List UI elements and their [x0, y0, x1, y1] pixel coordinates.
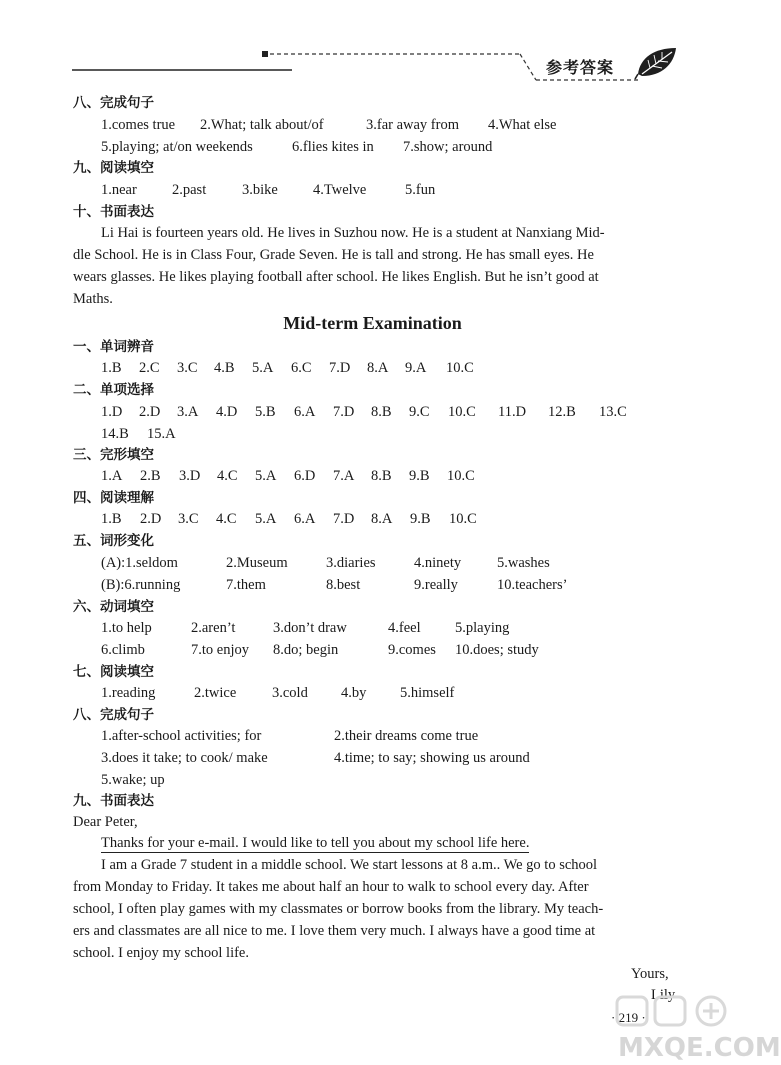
answer-item: 3.cold [272, 685, 308, 701]
answer-item: 7.show; around [403, 139, 493, 155]
answer-item: 15.A [147, 426, 176, 442]
answer-item: 4.time; to say; showing us around [334, 750, 530, 766]
answer-item: 6.A [294, 404, 316, 420]
paragraph-line: school. I enjoy my school life. [73, 945, 249, 961]
answer-item: 10.teachers’ [497, 577, 568, 593]
answer-item: 5.B [255, 404, 276, 420]
answer-item: 2.twice [194, 685, 237, 701]
answer-item: 3.A [177, 404, 199, 420]
answer-item: 8.best [326, 577, 361, 593]
paragraph-line: wears glasses. He likes playing football after school. He likes English. But he isn’t good at [73, 269, 599, 285]
paragraph-line: school, I often play games with my classmates or borrow books from the library. My teach- [73, 901, 604, 917]
answer-item: 6.A [294, 511, 316, 527]
answer-item: 4.C [216, 511, 237, 527]
answer-item: 3.C [177, 360, 198, 376]
answer-item: 5.A [255, 468, 277, 484]
section-heading: 四、阅读理解 [73, 490, 154, 506]
answer-item: 12.B [548, 404, 576, 420]
answer-item: 2.D [140, 511, 162, 527]
answer-item: 2.B [140, 468, 161, 484]
section-heading: 二、单项选择 [73, 382, 154, 398]
answer-item: 3.does it take; to cook/ make [101, 750, 268, 766]
answer-item: 1.D [101, 404, 123, 420]
answer-item: 1.A [101, 468, 123, 484]
paragraph-line: from Monday to Friday. It takes me about half an hour to walk to school every day. After [73, 879, 589, 895]
answer-item: (A):1.seldom [101, 555, 178, 571]
answer-item: 9.C [409, 404, 430, 420]
answer-item: 9.B [410, 511, 431, 527]
letter-closing: Yours, [631, 966, 669, 982]
watermark-logo-icon [615, 993, 745, 1029]
answer-item: 6.flies kites in [292, 139, 374, 155]
section-heading: 三、完形填空 [73, 447, 154, 463]
answer-item: 4.ninety [414, 555, 462, 571]
page-title: Mid-term Examination [283, 313, 462, 333]
answer-item: 3.bike [242, 182, 278, 198]
answer-item: 5.himself [400, 685, 455, 701]
page-number: · 219 · [611, 1010, 646, 1025]
answer-item: 8.do; begin [273, 642, 339, 658]
answer-item: 8.B [371, 468, 392, 484]
answer-item: 11.D [498, 404, 527, 420]
section-heading: 五、词形变化 [73, 533, 154, 549]
section-heading: 九、阅读填空 [73, 160, 154, 176]
answer-item: 2.Museum [226, 555, 288, 571]
answer-item: (B):6.running [101, 577, 181, 593]
answer-item: 1.after-school activities; for [101, 728, 262, 744]
answer-item: 10.C [449, 511, 477, 527]
section-heading: 八、完成句子 [73, 95, 154, 111]
answer-item: 5.A [252, 360, 274, 376]
answer-item: 10.C [448, 404, 476, 420]
answer-item: 14.B [101, 426, 129, 442]
answer-item: 1.to help [101, 620, 152, 636]
answer-item: 6.C [291, 360, 312, 376]
answer-item: 13.C [599, 404, 627, 420]
letter-opening-underlined: Thanks for your e-mail. I would like to tell you about my school life here. [101, 835, 530, 851]
leaf-icon [634, 44, 680, 80]
answer-item: 7.D [333, 404, 355, 420]
answer-item: 7.A [333, 468, 355, 484]
answer-item: 1.comes true [101, 117, 176, 133]
answer-item: 1.B [101, 511, 122, 527]
section-heading: 八、完成句子 [73, 707, 154, 723]
answer-item: 7.to enjoy [191, 642, 249, 658]
answer-item: 7.them [226, 577, 266, 593]
answer-item: 4.feel [388, 620, 421, 636]
answer-item: 1.B [101, 360, 122, 376]
answer-item: 3.far away from [366, 117, 459, 133]
answer-item: 6.climb [101, 642, 145, 658]
answer-item: 4.D [216, 404, 238, 420]
section-heading: 十、书面表达 [73, 204, 154, 220]
answer-item: 2.past [172, 182, 207, 198]
answer-item: 9.comes [388, 642, 436, 658]
answer-item: 2.their dreams come true [334, 728, 479, 744]
answer-item: 8.B [371, 404, 392, 420]
watermark-text: MXQE.COM [618, 1033, 781, 1063]
section-heading: 一、单词辨音 [73, 339, 154, 355]
paragraph-line: Maths. [73, 291, 113, 307]
answer-item: 10.C [447, 468, 475, 484]
answer-item: 3.diaries [326, 555, 376, 571]
answer-item: 7.D [333, 511, 355, 527]
answer-item: 6.D [294, 468, 316, 484]
answer-item: 10.C [446, 360, 474, 376]
answer-item: 5.playing; at/on weekends [101, 139, 253, 155]
answer-item: 5.A [255, 511, 277, 527]
answer-item: 7.D [329, 360, 351, 376]
answer-item: 9.really [414, 577, 458, 593]
answer-item: 2.aren’t [191, 620, 236, 636]
answer-item: 4.B [214, 360, 235, 376]
answer-item: 2.D [139, 404, 161, 420]
answer-item: 5.fun [405, 182, 436, 198]
answer-item: 3.D [179, 468, 201, 484]
answer-item: 10.does; study [455, 642, 539, 658]
paragraph-line: Li Hai is fourteen years old. He lives in Suzhou now. He is a student at Nanxiang Mid- [101, 225, 605, 241]
section-heading: 七、阅读填空 [73, 664, 154, 680]
letter-signature: Lily [651, 987, 676, 1003]
paragraph-line: dle School. He is in Class Four, Grade Seven. He is tall and strong. He has small eyes. He [73, 247, 594, 263]
answer-item: 4.C [217, 468, 238, 484]
letter-salutation: Dear Peter, [73, 814, 138, 830]
answer-item: 3.C [178, 511, 199, 527]
answer-item: 5.wake; up [101, 772, 165, 788]
answer-item: 1.reading [101, 685, 156, 701]
answer-item: 9.B [409, 468, 430, 484]
answer-item: 2.What; talk about/of [200, 117, 324, 133]
section-heading: 六、动词填空 [73, 599, 154, 615]
answer-item: 5.playing [455, 620, 510, 636]
paragraph-line: ers and classmates are all nice to me. I love them very much. I always have a good time at [73, 923, 596, 939]
section-heading: 九、书面表达 [73, 793, 154, 809]
answer-item: 3.don’t draw [273, 620, 347, 636]
answer-item: 8.A [371, 511, 393, 527]
answer-item: 4.Twelve [313, 182, 367, 198]
answer-item: 2.C [139, 360, 160, 376]
paragraph-line: I am a Grade 7 student in a middle school. We start lessons at 8 a.m.. We go to school [101, 857, 598, 873]
answer-item: 5.washes [497, 555, 550, 571]
answer-item: 4.by [341, 685, 367, 701]
header-banner: 参考答案 [546, 58, 615, 77]
answer-item: 8.A [367, 360, 389, 376]
answer-item: 9.A [405, 360, 427, 376]
answer-item: 1.near [101, 182, 137, 198]
answer-item: 4.What else [488, 117, 557, 133]
